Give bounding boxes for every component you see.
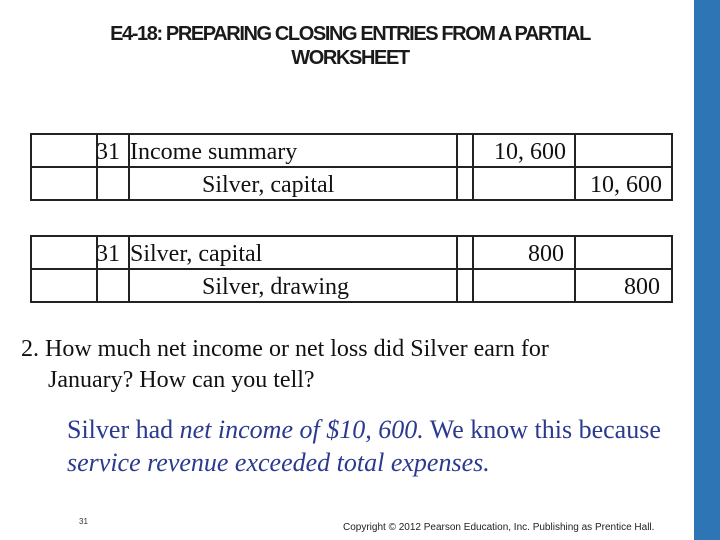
journal-row-divider [30,166,673,168]
slide-title-line-2: WORKSHEET [291,47,409,69]
journal-credit-amount: 10, 600 [590,172,662,198]
answer-part-1: Silver had [67,415,180,444]
journal-credit-amount: 800 [624,274,660,300]
answer-text [67,413,667,479]
journal-entry-1 [30,133,673,201]
slide-number: 31 [79,517,88,526]
question-text [21,334,681,396]
accent-sidebar-bar [694,0,720,540]
journal-debit-amount: 10, 600 [494,139,566,165]
journal-credit-account: Silver, capital [202,172,335,198]
journal-debit-account: Income summary [130,139,298,165]
journal-debit-amount: 800 [528,241,564,267]
answer-part-3: We know this because [423,415,661,444]
slide-title [40,22,660,70]
journal-entry-2 [30,235,673,303]
question-line-1: 2. How much net income or net loss did Silver earn for [21,336,549,362]
question-line-2: January? How can you tell? [48,367,315,393]
answer-emphasis-reason: service revenue exceeded total expenses. [67,448,490,477]
journal-row-divider [30,268,673,270]
journal-date: 31 [96,139,120,165]
slide-title-line-1: E4-18: PREPARING CLOSING ENTRIES FROM A PARTIAL [110,23,590,45]
answer-emphasis-net-income: net income of $10, 600. [179,415,424,444]
journal-debit-account: Silver, capital [130,241,263,267]
journal-credit-account: Silver, drawing [202,274,350,300]
copyright-notice: Copyright © 2012 Pearson Education, Inc. Publishing as Prentice Hall. [343,522,655,533]
journal-date: 31 [96,241,120,267]
